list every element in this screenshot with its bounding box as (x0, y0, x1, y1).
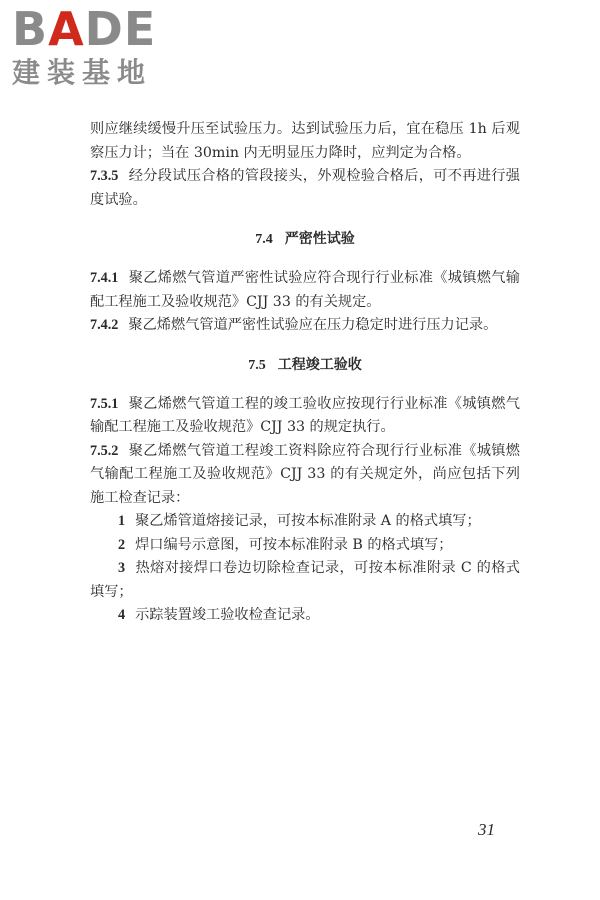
list-item-number: 2 (118, 536, 126, 553)
section-title: 严密性试验 (284, 231, 355, 247)
list-item-text: 示踪装置竣工验收检查记录。 (135, 607, 320, 623)
clause-number: 7.3.5 (90, 168, 119, 184)
list-item-text: 焊口编号示意图，可按本标准附录 B 的格式填写； (135, 536, 453, 553)
clause-7-4-1 (90, 267, 520, 314)
clause-text: 聚乙烯燃气管道严密性试验应符合现行行业标准《城镇燃气输配工程施工及验收规范》CJJ 33 的有关规定。 (90, 270, 520, 310)
list-item (90, 557, 520, 604)
clause-number: 7.4.2 (90, 317, 119, 333)
list-item-text: 热熔对接焊口卷边切除检查记录，可按本标准附录 C 的格式填写； (90, 560, 520, 600)
section-number: 7.5 (248, 357, 266, 373)
logo-wordmark (12, 2, 177, 56)
paragraph-continued: 则应继续缓慢升压至试验压力。达到试验压力后，宜在稳压 1h 后观察压力计；当在 30min 内无明显压力降时，应判定为合格。 (90, 121, 520, 161)
clause-number: 7.5.2 (90, 442, 119, 459)
list-item (90, 604, 520, 628)
clause-text: 聚乙烯燃气管道工程的竣工验收应按现行行业标准《城镇燃气输配工程施工及验收规范》CJJ 33 的规定执行。 (90, 395, 520, 435)
clause-text: 聚乙烯燃气管道工程竣工资料除应符合现行行业标准《城镇燃气输配工程施工及验收规范》CJJ 33 的有关规定外，尚应包括下列施工检查记录： (90, 442, 520, 506)
section-number: 7.4 (255, 232, 273, 247)
clause-7-4-2 (90, 314, 520, 338)
list-item-number: 4 (118, 607, 126, 623)
list-item-number: 1 (118, 513, 126, 529)
clause-7-5-1 (90, 393, 520, 440)
list-item (90, 510, 520, 534)
section-title: 工程竣工验收 (277, 356, 362, 373)
list-item-text: 聚乙烯管道熔接记录，可按本标准附录 A 的格式填写； (135, 513, 481, 529)
clause-number: 7.5.1 (90, 395, 119, 412)
clause-7-5-2 (90, 440, 520, 511)
section-heading-7-5 (90, 355, 520, 376)
clause-text: 经分段试压合格的管段接头，外观检验合格后，可不再进行强度试验。 (90, 168, 520, 208)
list-item (90, 534, 520, 558)
section-heading-7-4 (90, 229, 520, 250)
logo-letter-b: B (12, 2, 49, 56)
brand-logo (12, 2, 177, 96)
document-body (90, 118, 520, 628)
clause-text: 聚乙烯燃气管道严密性试验应在压力稳定时进行压力记录。 (128, 317, 498, 333)
clause-7-3-5 (90, 165, 520, 212)
page-number: 31 (478, 820, 495, 839)
logo-letters-de: DE (84, 2, 157, 56)
clause-number: 7.4.1 (90, 270, 119, 286)
list-item-number: 3 (118, 560, 126, 576)
logo-subtitle: 建装基地 (12, 56, 153, 89)
logo-letter-a: A (48, 2, 85, 56)
